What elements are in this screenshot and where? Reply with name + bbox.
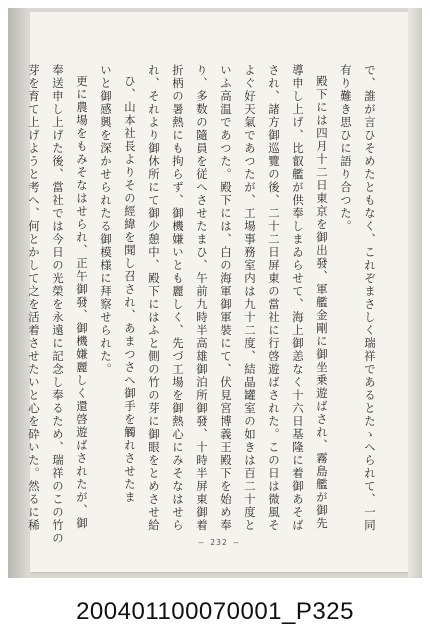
text-column: れ、それより御休所にて御少憩中、殿下にはふと側の竹の芽に御眼をとめさせ給 — [147, 64, 161, 532]
text-column: 奉送申し上げた後、當社では今日の光榮を永遠に記念し奉るため、瑞祥のこの竹の — [51, 64, 65, 545]
text-column: 芽を育て上げようと考へ、何とかして之を活着させたいと心を砕いた。然るに稀 — [27, 64, 41, 532]
text-column: よぐ好天氣であつたが、工場事務室内は九十二度、結晶罐室の如きは百二十度と — [243, 64, 257, 532]
text-column: 殿下には四月十二日東京を御出發、軍艦金剛に御坐乗遊ばされ、霧島艦が御先 — [315, 75, 329, 530]
text-column: で、誰が言ひそめたともなく、これぞまさしく瑞祥であるとたゝへられて、一同 — [363, 64, 377, 532]
text-column: 更に農場をもみそなはせられ、正午御發、御機嫌麗しく還啓遊ばされたが、御 — [75, 75, 89, 530]
text-column: り、多数の隨員を従へさせたまひ、午前九時半高雄御泊所御發、十時半屏東御着 — [195, 64, 209, 532]
book-page — [27, 12, 408, 572]
text-column: いと御感興を深かせられたる御模様に拜察せられた。 — [99, 64, 113, 376]
scanned-page-image — [8, 8, 422, 578]
text-column: され、諸方御巡覽の後、二十二日屏東の當社に行啓遊ばされた。この日は微風そ — [267, 64, 281, 532]
text-column: いふ高温であつた。殿下には、白の海軍御軍裝にて、伏見宮博義王殿下を始め奉 — [219, 64, 233, 532]
text-column: 有り難き思ひに語り合つた。 — [339, 64, 353, 233]
page-number: — 232 — — [198, 538, 240, 547]
text-column: ひ、山本社長よりその經緯を聞し召され、あまつさへ御手を觸れさせたま — [123, 75, 137, 504]
archive-id-caption: 200401100070001_P325 — [76, 598, 354, 625]
text-column: 導申し上げ、比叡艦が供奉しまゐらせて、海上御恙なく十六日基隆に着御あそば — [291, 64, 305, 532]
text-column: 折柄の暑熱にも拘らず、御機嫌いとも麗しく、先づ工場を御熱心にみそなはせら — [171, 64, 185, 532]
page-edge — [408, 8, 422, 578]
